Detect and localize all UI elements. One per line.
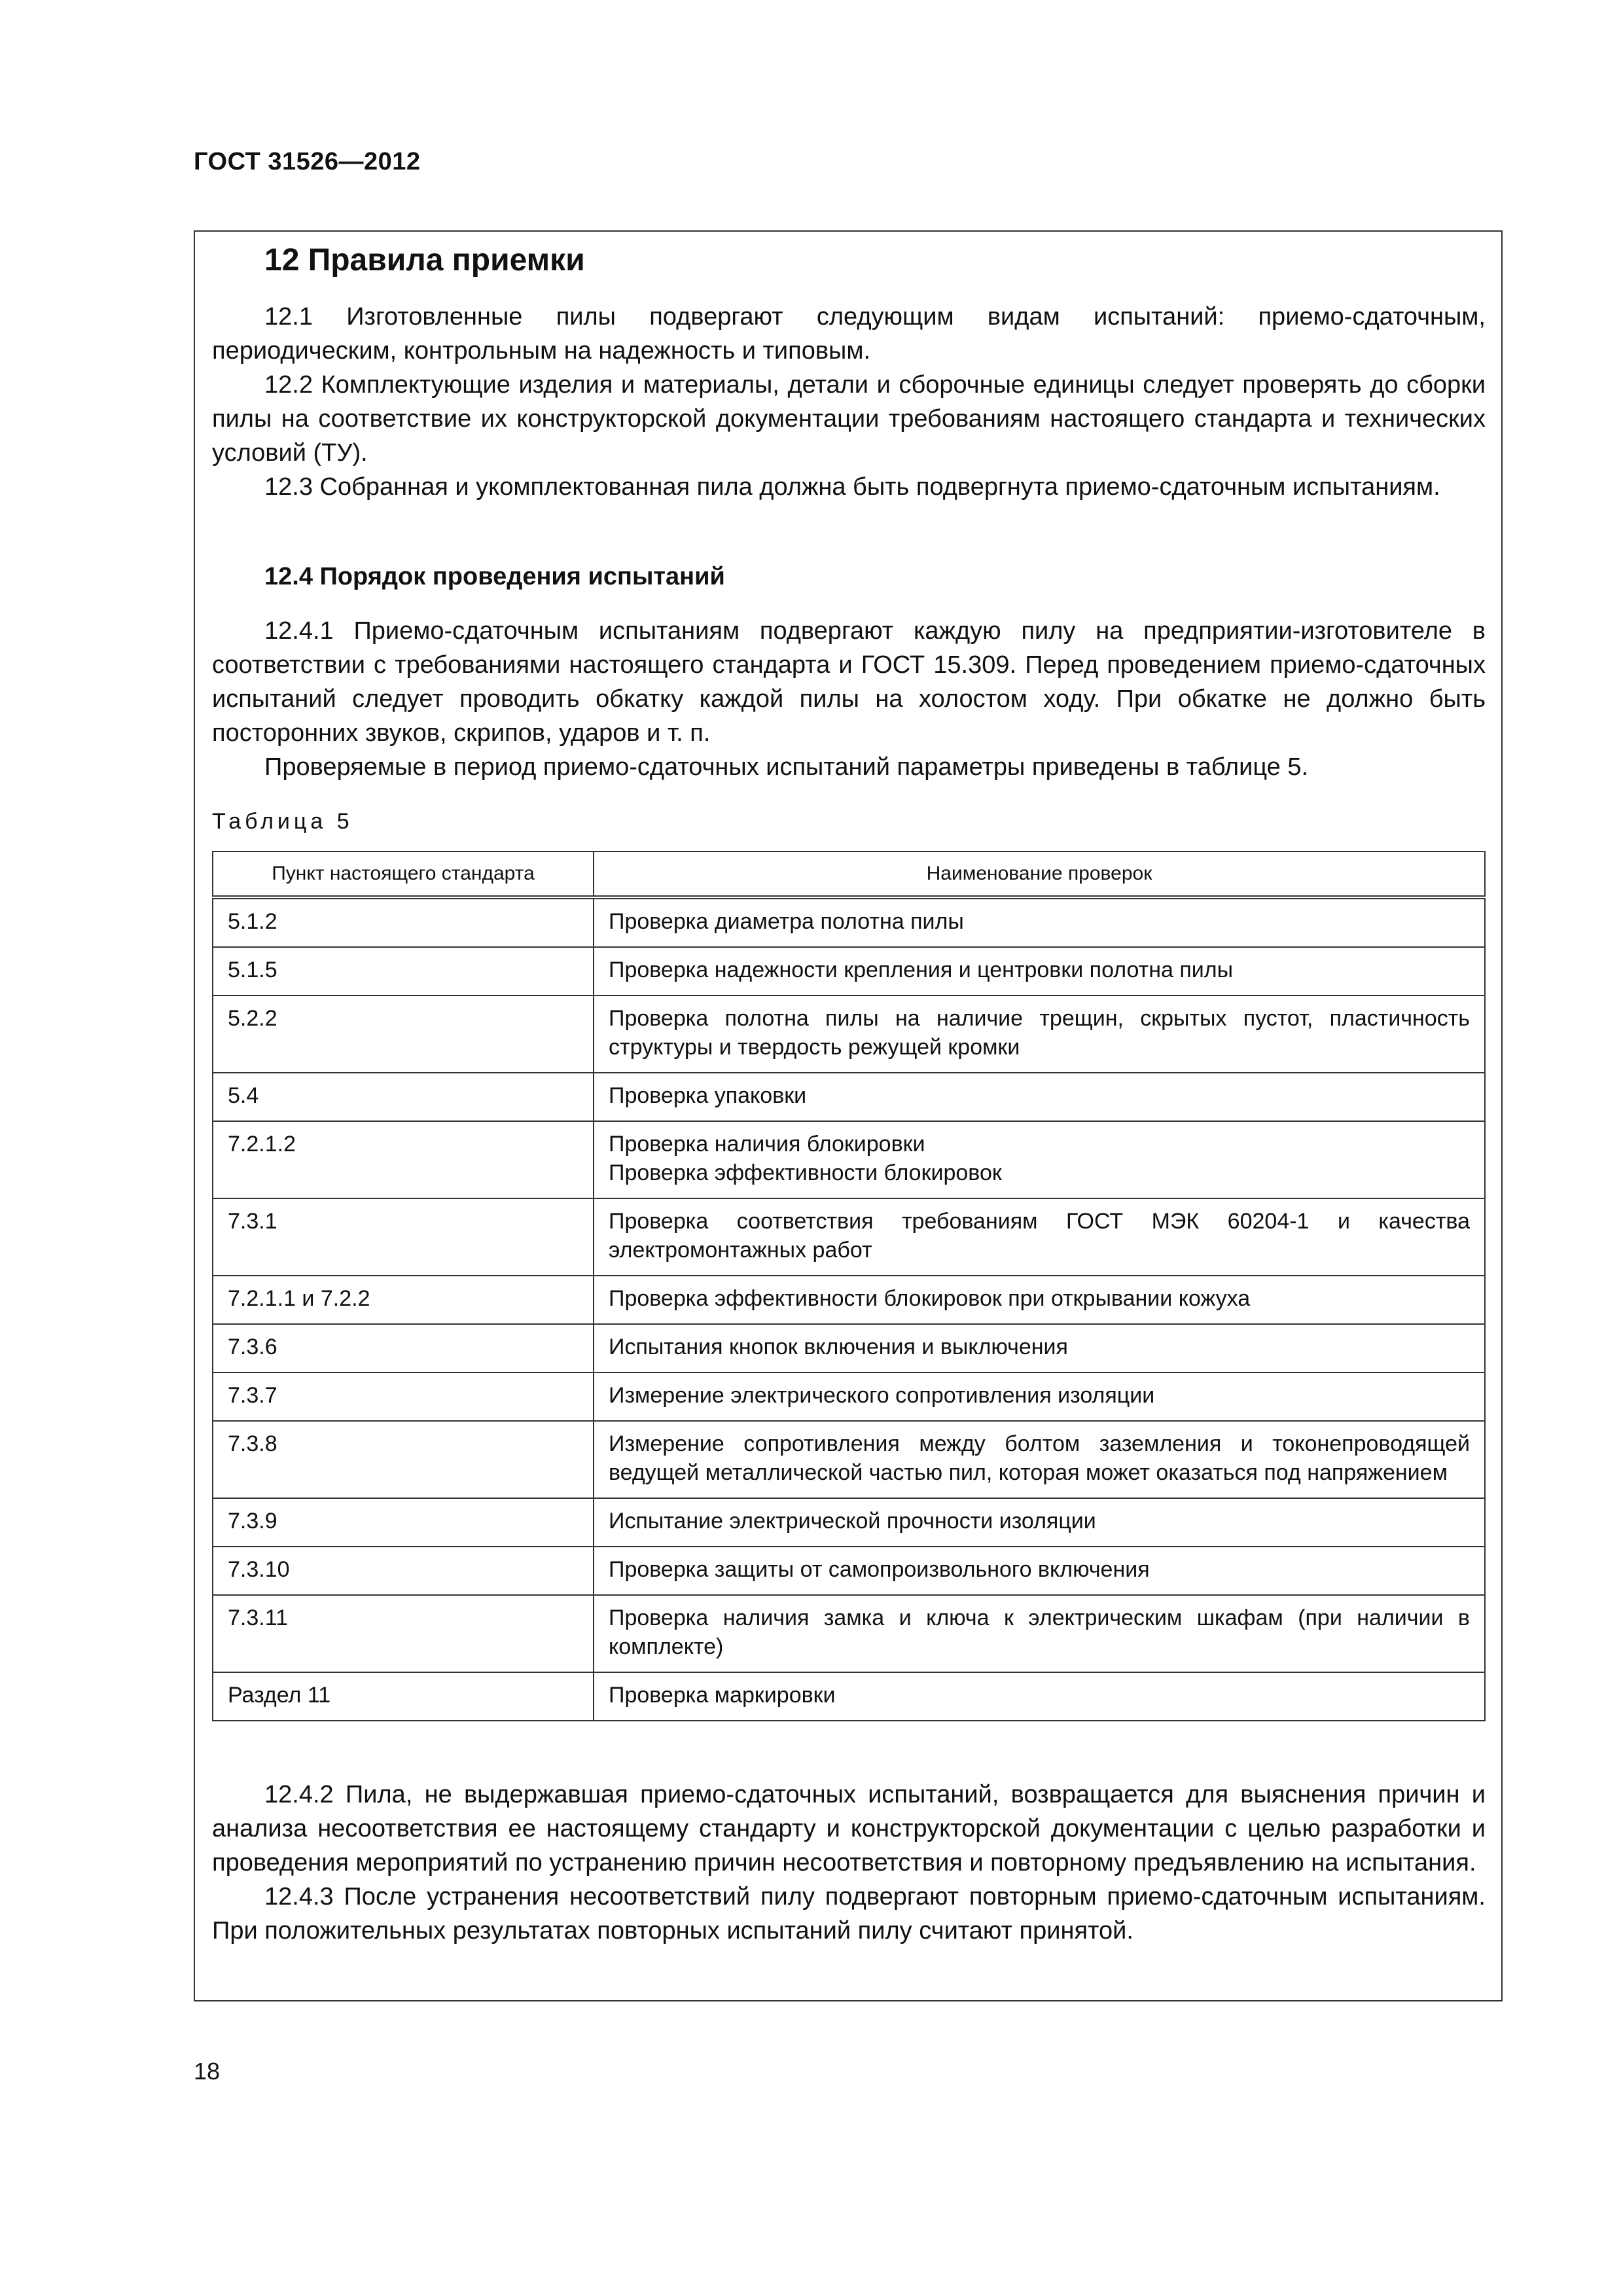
check-cell: Измерение электрического сопротивления изоляции	[594, 1372, 1485, 1421]
clause-cell: 7.3.10	[213, 1547, 594, 1595]
paragraph-table-reference: Проверяемые в период приемо-сдаточных испытаний параметры приведены в таблице 5.	[264, 753, 1309, 781]
table-row	[213, 1498, 1485, 1547]
clause-cell: 7.3.6	[213, 1324, 594, 1372]
check-cell	[594, 1121, 1485, 1198]
check-cell: Проверка диаметра полотна пилы	[594, 897, 1485, 947]
table-row	[213, 1121, 1485, 1198]
paragraph-12-4-3: 12.4.3 После устранения несоответствий пилу подвергают повторным приемо-сдаточным испытаниям. При положительных результатах повторных испытаний пилу считают принятой.	[212, 1883, 1486, 1945]
check-cell: Испытания кнопок включения и выключения	[594, 1324, 1485, 1372]
closing-paragraphs	[212, 1778, 1486, 1948]
table-row	[213, 1372, 1485, 1421]
clause-cell: 7.3.9	[213, 1498, 594, 1547]
checks-table	[212, 851, 1486, 1721]
check-cell: Испытание электрической прочности изоляции	[594, 1498, 1485, 1547]
clause-cell: 5.1.5	[213, 947, 594, 996]
table-header-row	[213, 852, 1485, 897]
paragraph-12-4-1: 12.4.1 Приемо-сдаточным испытаниям подвергают каждую пилу на предприятии-изготовителе в соответствии с требованиями настоящего стандарта и ГОСТ 15.309. Перед проведением приемо-сдаточных испытаний следует проводить обкатку каждой пилы на холостом ходу. При обкатке не должно быть посторонних звуков, скрипов, ударов и т. п.	[212, 617, 1486, 747]
table-row	[213, 996, 1485, 1073]
header-standard-clause: Пункт настоящего стандарта	[213, 852, 594, 897]
check-cell: Проверка соответствия требованиям ГОСТ МЭК 60204-1 и качества электромонтажных работ	[594, 1198, 1485, 1276]
table-row	[213, 1198, 1485, 1276]
section-title: 12 Правила приемки	[264, 243, 585, 278]
clause-cell: 7.2.1.1 и 7.2.2	[213, 1276, 594, 1324]
subsection-paragraphs	[212, 614, 1486, 784]
check-cell: Измерение сопротивления между болтом заземления и токонепроводящей ведущей металлической частью пил, которая может оказаться под напряжением	[594, 1421, 1485, 1498]
check-cell: Проверка наличия замка и ключа к электрическим шкафам (при наличии в комплекте)	[594, 1595, 1485, 1672]
check-cell: Проверка полотна пилы на наличие трещин, скрытых пустот, пластичность структуры и твердость режущей кромки	[594, 996, 1485, 1073]
paragraph-12-2: 12.2 Комплектующие изделия и материалы, детали и сборочные единицы следует проверять до сборки пилы на соответствие их конструкторской документации требованиям настоящего стандарта и технических условий (ТУ).	[212, 371, 1486, 467]
table-row	[213, 1324, 1485, 1372]
table-row	[213, 1421, 1485, 1498]
check-cell: Проверка маркировки	[594, 1672, 1485, 1721]
header-check-name: Наименование проверок	[594, 852, 1485, 897]
content-frame	[194, 230, 1503, 2001]
check-cell: Проверка защиты от самопроизвольного включения	[594, 1547, 1485, 1595]
clause-cell: Раздел 11	[213, 1672, 594, 1721]
clause-cell: 7.3.1	[213, 1198, 594, 1276]
clause-cell: 5.1.2	[213, 897, 594, 947]
subsection-title: 12.4 Порядок проведения испытаний	[264, 563, 725, 590]
table-row	[213, 1595, 1485, 1672]
table-row	[213, 1276, 1485, 1324]
table-row	[213, 947, 1485, 996]
check-cell: Проверка упаковки	[594, 1073, 1485, 1121]
document-code-header: ГОСТ 31526—2012	[194, 148, 421, 175]
clause-cell: 5.4	[213, 1073, 594, 1121]
clause-cell: 7.3.7	[213, 1372, 594, 1421]
page-number: 18	[194, 2058, 221, 2085]
table-row	[213, 897, 1485, 947]
clause-cell: 7.3.8	[213, 1421, 594, 1498]
clause-cell: 7.2.1.2	[213, 1121, 594, 1198]
section-paragraphs	[212, 300, 1486, 504]
table-row	[213, 1672, 1485, 1721]
check-line: Проверка наличия блокировки	[609, 1132, 925, 1157]
table-caption: Таблица 5	[212, 809, 353, 834]
paragraph-12-1: 12.1 Изготовленные пилы подвергают следующим видам испытаний: приемо-сдаточным, периодическим, контрольным на надежность и типовым.	[212, 303, 1486, 365]
clause-cell: 7.3.11	[213, 1595, 594, 1672]
check-cell: Проверка надежности крепления и центровки полотна пилы	[594, 947, 1485, 996]
table-row	[213, 1547, 1485, 1595]
table-row	[213, 1073, 1485, 1121]
check-line: Проверка эффективности блокировок	[609, 1160, 1002, 1185]
check-cell: Проверка эффективности блокировок при открывании кожуха	[594, 1276, 1485, 1324]
clause-cell: 5.2.2	[213, 996, 594, 1073]
paragraph-12-3: 12.3 Собранная и укомплектованная пила должна быть подвергнута приемо-сдаточным испытаниям.	[264, 473, 1440, 501]
paragraph-12-4-2: 12.4.2 Пила, не выдержавшая приемо-сдаточных испытаний, возвращается для выяснения причин и анализа несоответствия ее настоящему стандарту и конструкторской документации с целью разработки и проведения мероприятий по устранению причин несоответствия и повторному предъявлению на испытания.	[212, 1781, 1486, 1876]
